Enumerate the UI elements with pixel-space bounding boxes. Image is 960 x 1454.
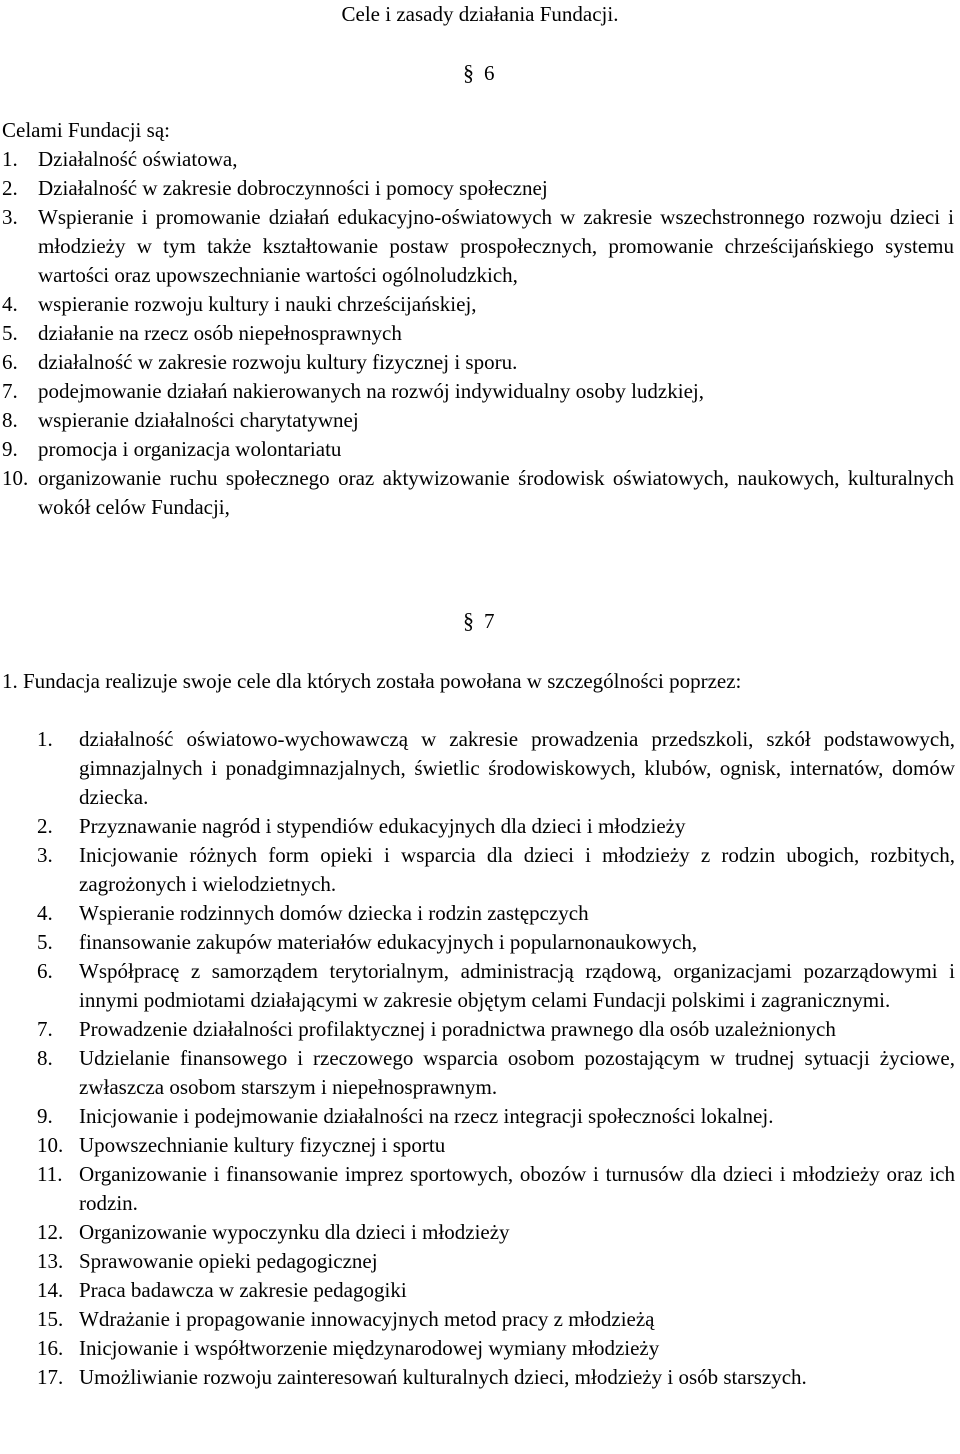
- list-item: [2, 377, 954, 406]
- item-text: Sprawowanie opieki pedagogicznej: [79, 1249, 378, 1273]
- item-text: organizowanie ruchu społecznego oraz aktywizowanie środowisk oświatowych, naukowych, kulturalnych wokół celów Fundacji,: [38, 466, 954, 519]
- item-text: działanie na rzecz osób niepełnosprawnych: [38, 321, 402, 345]
- item-text: Inicjowanie różnych form opieki i wsparcia dla dzieci i młodzieży z rodzin ubogich, rozbitych, zagrożonych i wielodzietnych.: [79, 843, 955, 896]
- item-number: 16.: [37, 1336, 64, 1360]
- item-text: Upowszechnianie kultury fizycznej i sportu: [79, 1133, 446, 1157]
- item-number: 17.: [37, 1365, 64, 1389]
- list-item: [37, 1305, 955, 1334]
- list-item: [37, 1218, 955, 1247]
- list-item: [37, 1160, 955, 1218]
- item-number: 9.: [2, 437, 18, 461]
- item-number: 10.: [2, 466, 29, 490]
- list-item: [37, 1044, 955, 1102]
- list-item: [2, 203, 954, 290]
- item-text: Współpracę z samorządem terytorialnym, administracją rządową, organizacjami pozarządowymi i innymi podmiotami działającymi w zakresie objętym celami Fundacji polskimi i zagranicznymi.: [79, 959, 955, 1012]
- item-number: 10.: [37, 1133, 64, 1157]
- list-item: [2, 145, 954, 174]
- item-number: 5.: [37, 930, 53, 954]
- item-number: 2.: [37, 814, 53, 838]
- list-item: [37, 1334, 955, 1363]
- item-number: 8.: [37, 1046, 53, 1070]
- section-number: 7: [484, 609, 495, 633]
- section-6-heading: [463, 58, 495, 88]
- item-number: 7.: [37, 1017, 53, 1041]
- item-number: 1.: [2, 147, 18, 171]
- item-text: promocja i organizacja wolontariatu: [38, 437, 342, 461]
- goals-list: [2, 145, 954, 522]
- item-text: Działalność w zakresie dobroczynności i pomocy społecznej: [38, 176, 548, 200]
- list-item: [37, 957, 955, 1015]
- list-item: [37, 1131, 955, 1160]
- item-text: działalność oświatowo-wychowawczą w zakresie prowadzenia przedszkoli, szkół podstawowych, gimnazjalnych i ponadgimnazjalnych, świetlic środowiskowych, klubów, ognisk, internatów, domów dziecka.: [79, 727, 955, 809]
- list-item: [37, 841, 955, 899]
- item-number: 14.: [37, 1278, 64, 1302]
- list-item: [37, 1015, 955, 1044]
- item-number: 2.: [2, 176, 18, 200]
- item-text: Przyznawanie nagród i stypendiów edukacyjnych dla dzieci i młodzieży: [79, 814, 686, 838]
- item-text: Wdrażanie i propagowanie innowacyjnych metod pracy z młodzieżą: [79, 1307, 655, 1331]
- item-number: 11.: [37, 1162, 63, 1186]
- list-item: [37, 725, 955, 812]
- item-number: 4.: [37, 901, 53, 925]
- list-item: [37, 899, 955, 928]
- item-text: Umożliwianie rozwoju zainteresowań kulturalnych dzieci, młodzieży i osób starszych.: [79, 1365, 807, 1389]
- item-number: 9.: [37, 1104, 53, 1128]
- item-text: Prowadzenie działalności profilaktycznej i poradnictwa prawnego dla osób uzależnionych: [79, 1017, 836, 1041]
- item-text: podejmowanie działań nakierowanych na rozwój indywidualny osoby ludzkiej,: [38, 379, 704, 403]
- item-number: 15.: [37, 1307, 64, 1331]
- item-text: wspieranie działalności charytatywnej: [38, 408, 359, 432]
- item-number: 3.: [2, 205, 18, 229]
- item-number: 6.: [2, 350, 18, 374]
- item-number: 3.: [37, 843, 53, 867]
- list-item: [37, 1102, 955, 1131]
- list-item: [2, 348, 954, 377]
- means-list: [37, 725, 955, 1392]
- item-text: finansowanie zakupów materiałów edukacyjnych i popularnonaukowych,: [79, 930, 698, 954]
- section-number: 6: [484, 61, 495, 85]
- list-item: [2, 464, 954, 522]
- goals-intro: Celami Fundacji są:: [2, 118, 170, 142]
- item-text: Inicjowanie i współtworzenie międzynarodowej wymiany młodzieży: [79, 1336, 660, 1360]
- item-text: Działalność oświatowa,: [38, 147, 238, 171]
- item-text: działalność w zakresie rozwoju kultury fizycznej i sporu.: [38, 350, 518, 374]
- item-number: 7.: [2, 379, 18, 403]
- list-item: [2, 319, 954, 348]
- section-symbol: §: [463, 60, 474, 85]
- item-number: 12.: [37, 1220, 64, 1244]
- item-text: Organizowanie wypoczynku dla dzieci i młodzieży: [79, 1220, 510, 1244]
- document-title: Cele i zasady działania Fundacji.: [341, 2, 619, 26]
- list-item: [37, 1363, 955, 1392]
- item-number: 1.: [37, 727, 53, 751]
- item-text: wspieranie rozwoju kultury i nauki chrześcijańskiej,: [38, 292, 477, 316]
- item-text: Udzielanie finansowego i rzeczowego wsparcia osobom pozostającym w trudnej sytuacji życiowe, zwłaszcza osobom starszym i niepełnosprawnym.: [79, 1046, 955, 1099]
- item-text: Praca badawcza w zakresie pedagogiki: [79, 1278, 407, 1302]
- item-number: 13.: [37, 1249, 64, 1273]
- means-lead: 1. Fundacja realizuje swoje cele dla których została powołana w szczególności poprzez:: [2, 669, 742, 693]
- section-symbol: §: [463, 608, 474, 633]
- item-number: 5.: [2, 321, 18, 345]
- list-item: [37, 812, 955, 841]
- list-item: [2, 290, 954, 319]
- item-number: 6.: [37, 959, 53, 983]
- item-text: Wspieranie rodzinnych domów dziecka i rodzin zastępczych: [79, 901, 589, 925]
- item-number: 8.: [2, 408, 18, 432]
- list-item: [2, 435, 954, 464]
- list-item: [37, 928, 955, 957]
- list-item: [2, 406, 954, 435]
- list-item: [37, 1247, 955, 1276]
- item-text: Wspieranie i promowanie działań edukacyjno-oświatowych w zakresie wszechstronnego rozwoju dzieci i młodzieży w tym także kształtowanie postaw prospołecznych, promowanie chrześcijańskiego systemu wartości oraz upowszechnianie wartości ogólnoludzkich,: [38, 205, 954, 287]
- item-text: Inicjowanie i podejmowanie działalności na rzecz integracji społeczności lokalnej.: [79, 1104, 774, 1128]
- item-text: Organizowanie i finansowanie imprez sportowych, obozów i turnusów dla dzieci i młodzieży oraz ich rodzin.: [79, 1162, 955, 1215]
- item-number: 4.: [2, 292, 18, 316]
- list-item: [37, 1276, 955, 1305]
- section-7-heading: [463, 606, 495, 636]
- list-item: [2, 174, 954, 203]
